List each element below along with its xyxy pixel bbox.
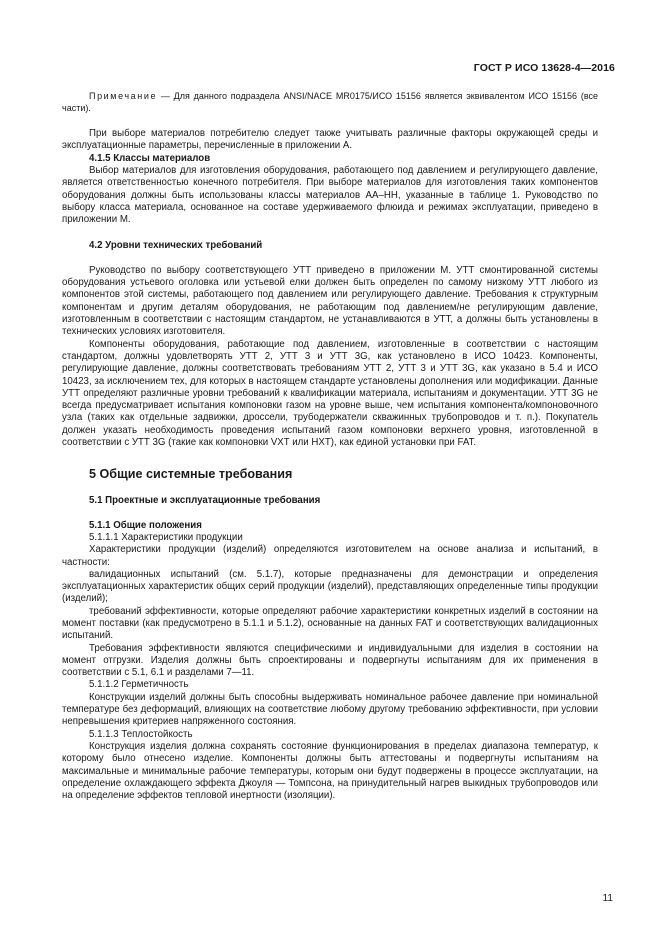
- technical-levels-paragraph-1: Руководство по выбору соответствующего УТТ приведено в приложении М. УТТ смонтированной системы оборудования устьевого оголовка или устьевой елки должен быть определен по самому низкому УТТ любого из компонентов этой системы, работающего под давлением или регулирующего давление. Требования к структурным компонентам и другим деталям оборудования, не работающим под давлением/не регулирующим давление, изготовленным в соответствии с настоящим стандартом, не устанавливаются в УТТ, а должны быть установлены в технических условиях изготовителя.: [62, 264, 598, 338]
- materials-classes-paragraph: Выбор материалов для изготовления оборудования, работающего под давлением и регулирующего давление, является ответственностью конечного потребителя. При выборе материалов для изготовления таких компонентов оборудования должны быть использованы классы материалов АА–НН, указанные в таблице 1. Руководство по выбору класса материала, основанное на составе удерживаемого флюида и режимах эксплуатации, приведено в приложении М.: [62, 165, 598, 226]
- heat-resistance-paragraph: Конструкция изделия должна сохранять состояние функционирования в пределах диапазона температур, к которому было отнесено изделие. Компоненты должны быть аттестованы и подвергнуты испытаниям на максимальные и минимальные рабочие температуры, которым они будут подвержены в процессе эксплуатации, на определение охлаждающего эффекта Джоуля — Томпсона, на принудительный нагрев выкидных трубопроводов или на определение эффектов тепловой инертности (изоляции).: [62, 740, 598, 802]
- heading-5-1: 5.1 Проектные и эксплуатационные требования: [89, 495, 321, 507]
- materials-factors-paragraph: При выборе материалов потребителю следует также учитывать различные факторы окружающей среды и эксплуатационные параметры, перечисленные в приложении А.: [62, 128, 598, 152]
- document-code-header: ГОСТ Р ИСО 13628-4—2016: [473, 62, 615, 74]
- subheading-5-1-1-1: 5.1.1.1 Характеристики продукции: [89, 531, 243, 543]
- note-label: Примечание: [89, 91, 158, 101]
- heading-4-1-5: 4.1.5 Классы материалов: [89, 152, 211, 164]
- technical-levels-paragraph-2: Компоненты оборудования, работающие под давлением, изготовленные в соответствии с настоящим стандартом, должны удовлетворять УТТ 2, УТТ 3 и УТТ 3G, как установлено в ИСО 10423. Компоненты, регулирующие давление, должны соответствовать требованиям УТТ 2, УТТ 3 и УТТ 3G, как указано в 5.4 и ИСО 10423, за исключением тех, для которых в настоящем стандарте установлены дополнения или модификации. Данные УТТ определяют различные уровни требований к квалификации материала, испытаниям и документации. УТТ 3G не всегда предусматривает испытания компоновки газом на уровне выше, чем испытания компонента/компоновочного узла (таких как отдельные задвижки, дроссели, трубодержатели скважинных трубопроводов и т. п.). Покупатель должен указать необходимость проведения испытаний газом компоновки верхнего уровня, изготовленной в соответствии с УТТ 3G (такие как компоновки VXT или HXT), как единой установки при FAT.: [62, 338, 598, 449]
- product-characteristics-paragraph: Характеристики продукции (изделий) определяются изготовителем на основе анализа и испытаний, в частности:: [62, 544, 598, 568]
- validation-tests-paragraph: валидационных испытаний (см. 5.1.7), которые предназначены для демонстрации и определения эксплуатационных характеристик общих серий продукции (изделий), представляющих определенные типы продукции (изделий);: [62, 568, 598, 605]
- note-text: — Для данного подраздела ANSI/NACE MR0175/ИСО 15156 является эквивалентом ИСО 15156 (все части).: [62, 91, 598, 113]
- efficiency-requirements-paragraph: требований эффективности, которые определяют рабочие характеристики конкретных изделий в состоянии на момент поставки (как предусмотрено в 5.1.1 и 5.1.2), основанные на данных FAT и соответствующих валидационных испытаний.: [62, 605, 598, 642]
- efficiency-specific-paragraph: Требования эффективности являются специфическими и индивидуальными для изделия в состоянии на момент отгрузки. Изделия должны быть спроектированы и подвергнуты испытаниям для их применения в соответствии с 5.1, 6.1 и разделами 7—11.: [62, 642, 598, 679]
- subheading-5-1-1-3: 5.1.1.3 Теплостойкость: [89, 728, 193, 740]
- heading-4-2: 4.2 Уровни технических требований: [89, 239, 263, 251]
- subheading-5-1-1-2: 5.1.1.2 Герметичность: [89, 679, 189, 691]
- section-5-heading: 5 Общие системные требования: [89, 467, 293, 482]
- page-content: [62, 91, 598, 802]
- page-number: 11: [602, 893, 613, 904]
- heading-5-1-1: 5.1.1 Общие положения: [89, 519, 202, 531]
- tightness-paragraph: Конструкции изделий должны быть способны выдерживать номинальное рабочее давление при номинальной температуре без деформаций, влияющих на соответствие любому другому требованию эффективности, при условии непревышения критериев напряженного состояния.: [62, 691, 598, 728]
- note-paragraph: [62, 91, 598, 114]
